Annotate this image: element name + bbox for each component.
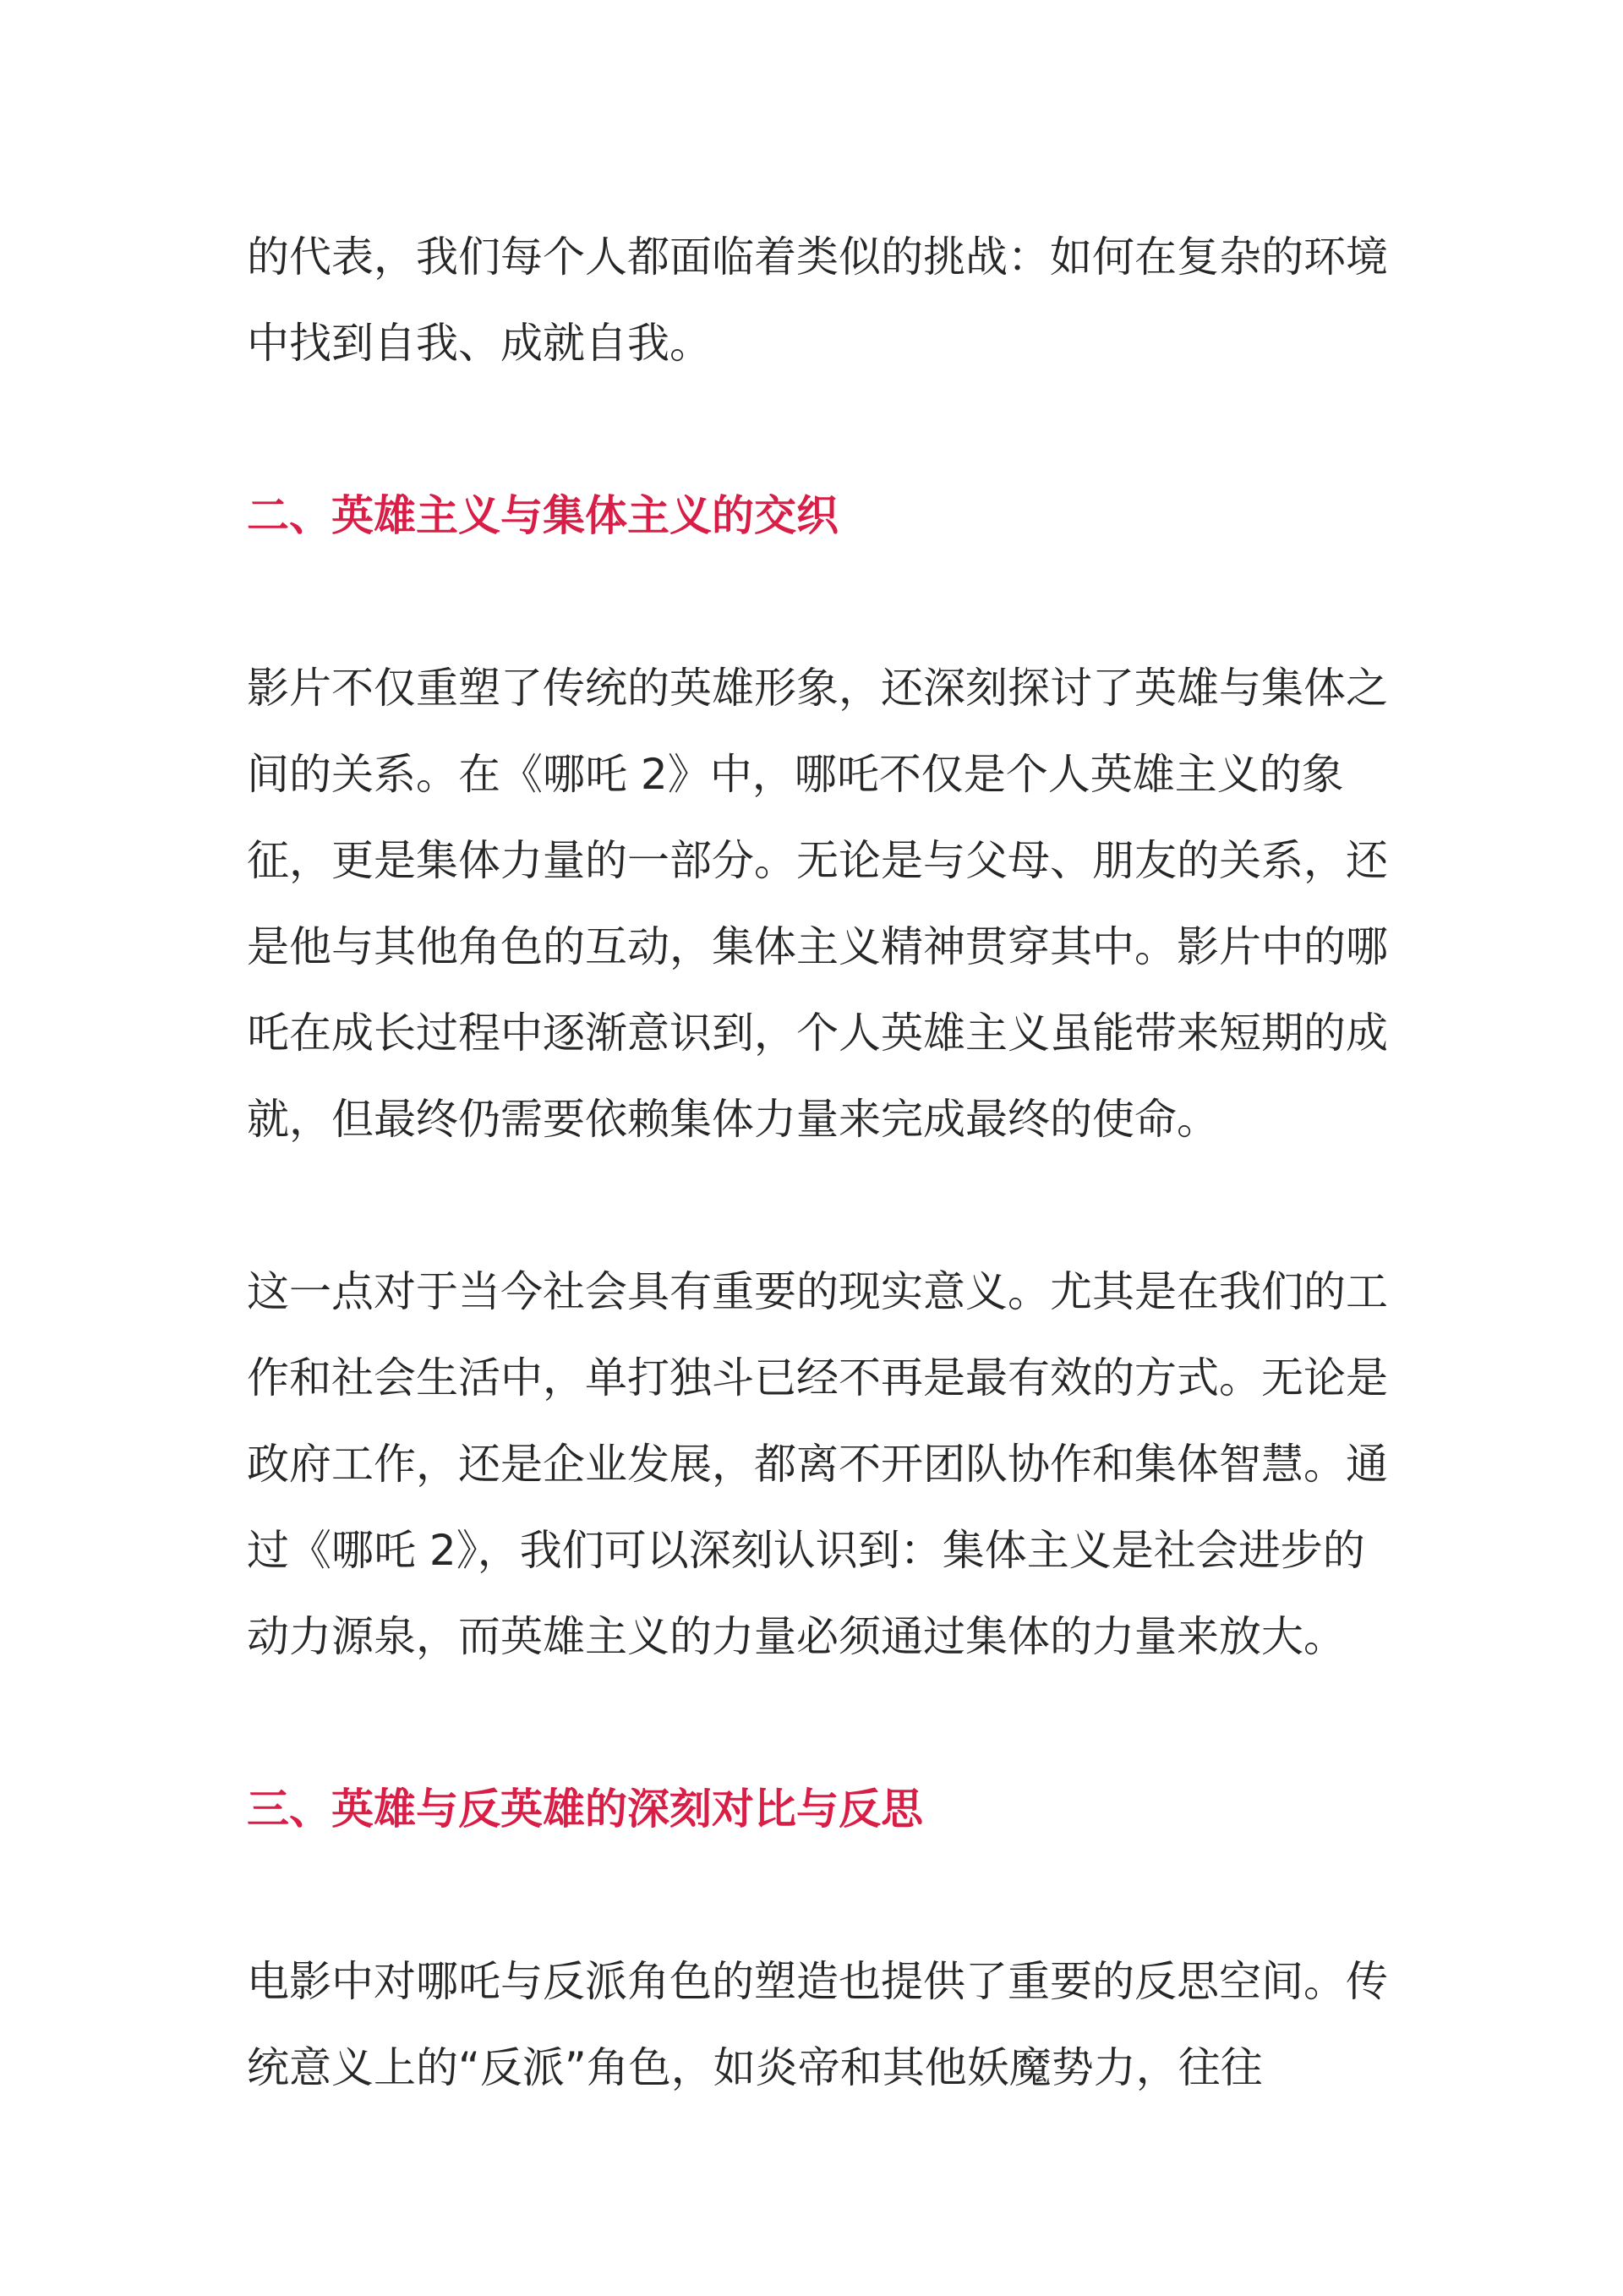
section-3-heading: 三、英雄与反英雄的深刻对比与反思 [247, 1785, 923, 1834]
section-2-heading: 二、英雄主义与集体主义的交织 [247, 491, 839, 540]
section-3-paragraph-1: 电影中对哪吒与反派角色的塑造也提供了重要的反思空间。传统意义上的“反派”角色，如炎帝和其他妖魔势力，往往 [247, 1957, 1388, 2092]
section-2-paragraph-1: 影片不仅重塑了传统的英雄形象，还深刻探讨了英雄与集体之间的关系。在《哪吒 2》中，哪吒不仅是个人英雄主义的象征，更是集体力量的一部分。无论是与父母、朋友的关系，还是他与其他角色的互动，集体主义精神贯穿其中。影片中的哪吒在成长过程中逐渐意识到，个人英雄主义虽能带来短期的成就，但最终仍需要依赖集体力量来完成最终的使命。 [247, 664, 1388, 1144]
spacer [247, 1162, 1405, 1249]
spacer [247, 559, 1405, 645]
spacer [247, 1680, 1405, 1766]
intro-paragraph: 的代表，我们每个人都面临着类似的挑战：如何在复杂的环境中找到自我、成就自我。 [247, 232, 1388, 368]
section-2-paragraph-2: 这一点对于当今社会具有重要的现实意义。尤其是在我们的工作和社会生活中，单打独斗已经不再是最有效的方式。无论是政府工作，还是企业发展，都离不开团队协作和集体智慧。通过《哪吒 2》，我们可以深刻认识到：集体主义是社会进步的动力源泉，而英雄主义的力量必须通过集体的力量来放大。 [247, 1267, 1388, 1661]
spacer [247, 1852, 1405, 1938]
spacer [247, 386, 1405, 473]
document-page [247, 214, 1405, 2111]
